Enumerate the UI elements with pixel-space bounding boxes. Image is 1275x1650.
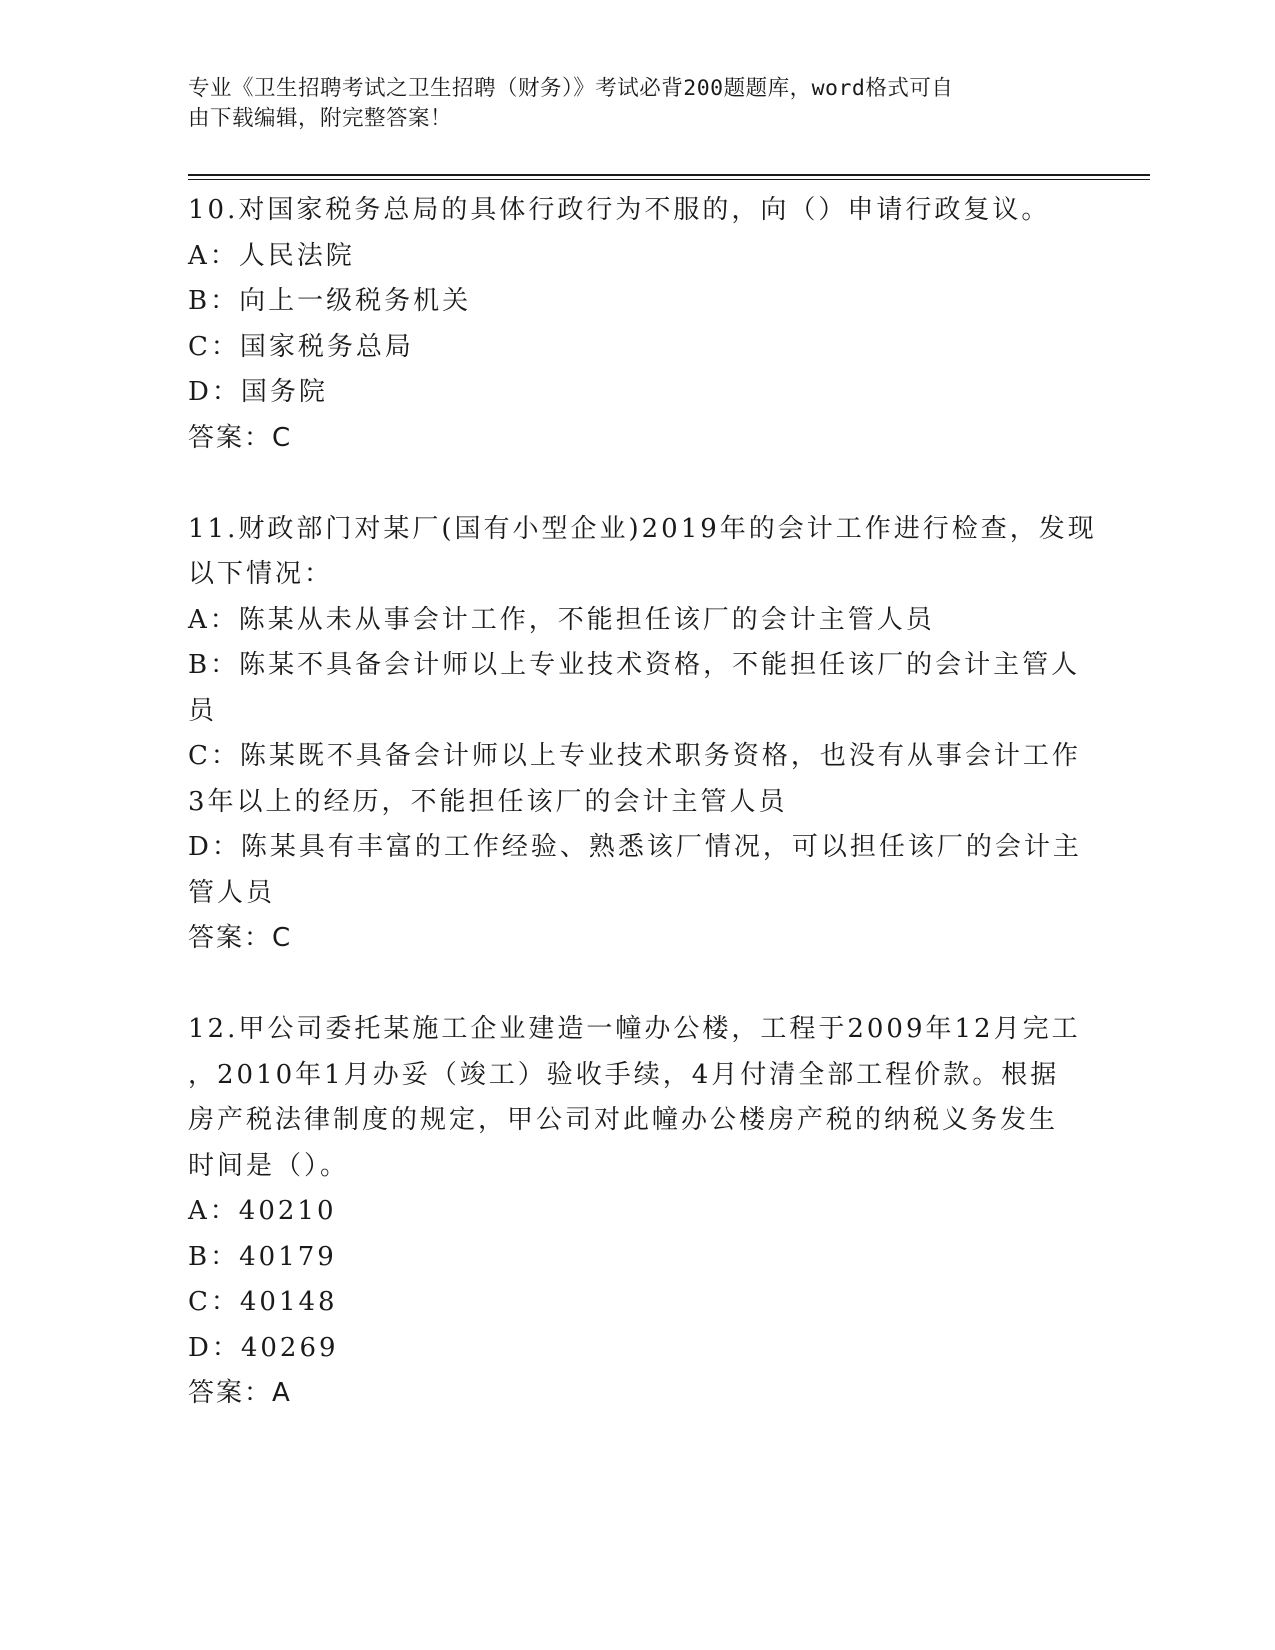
question-11-option-a: A：陈某从未从事会计工作，不能担任该厂的会计主管人员 <box>188 604 935 635</box>
header-line-1: 专业《卫生招聘考试之卫生招聘（财务）》考试必背200题题库，word格式可自 <box>188 76 954 101</box>
question-11-option-d-line-2: 管人员 <box>188 877 276 908</box>
question-12-stem-line-2: ，2010年1月办妥（竣工）验收手续，4月付清全部工程价款。根据 <box>188 1059 1060 1090</box>
question-12 <box>188 1007 1088 1417</box>
question-11-option-b-line-1: B：陈某不具备会计师以上专业技术资格，不能担任该厂的会计主管人 <box>188 650 1081 680</box>
question-spacer <box>188 962 1088 1008</box>
question-10-option-a: A：人民法院 <box>188 240 355 271</box>
header-divider-thin <box>188 179 1150 180</box>
header-line-2: 由下载编辑，附完整答案！ <box>188 106 453 131</box>
question-12-answer: 答案：A <box>188 1378 292 1408</box>
question-12-option-c: C：40148 <box>188 1287 338 1317</box>
question-10 <box>188 188 1088 461</box>
question-11-option-b-line-2: 员 <box>188 695 218 726</box>
question-12-option-a: A：40210 <box>188 1196 337 1226</box>
question-10-option-c: C：国家税务总局 <box>188 331 414 362</box>
question-10-answer: 答案：C <box>188 422 293 453</box>
question-10-option-b: B：向上一级税务机关 <box>188 286 472 316</box>
question-11-stem-line-1: 11.财政部门对某厂(国有小型企业)2019年的会计工作进行检查，发现 <box>188 513 1097 544</box>
question-12-stem-line-3: 房产税法律制度的规定，甲公司对此幢办公楼房产税的纳税义务发生 <box>188 1105 1059 1135</box>
question-10-option-d: D：国务院 <box>188 377 328 407</box>
header-divider-thick <box>188 174 1150 176</box>
question-11-stem-line-2: 以下情况： <box>188 559 334 589</box>
question-12-stem-line-4: 时间是（）。 <box>188 1150 350 1181</box>
document-header <box>188 74 1088 134</box>
question-11-option-c-line-1: C：陈某既不具备会计师以上专业技术职务资格，也没有从事会计工作 <box>188 741 1081 771</box>
question-11-option-d-line-1: D：陈某具有丰富的工作经验、熟悉该厂情况，可以担任该厂的会计主 <box>188 832 1082 862</box>
question-12-option-b: B：40179 <box>188 1241 337 1272</box>
question-12-stem-line-1: 12.甲公司委托某施工企业建造一幢办公楼，工程于2009年12月完工 <box>188 1014 1081 1044</box>
question-list <box>188 188 1097 1417</box>
question-10-stem: 10.对国家税务总局的具体行政行为不服的，向（）申请行政复议。 <box>188 195 1051 225</box>
question-11-option-c-line-2: 3年以上的经历，不能担任该厂的会计主管人员 <box>188 786 788 817</box>
question-spacer <box>188 461 1088 507</box>
question-11 <box>188 507 1097 962</box>
question-12-option-d: D：40269 <box>188 1332 339 1363</box>
question-11-answer: 答案：C <box>188 923 293 953</box>
